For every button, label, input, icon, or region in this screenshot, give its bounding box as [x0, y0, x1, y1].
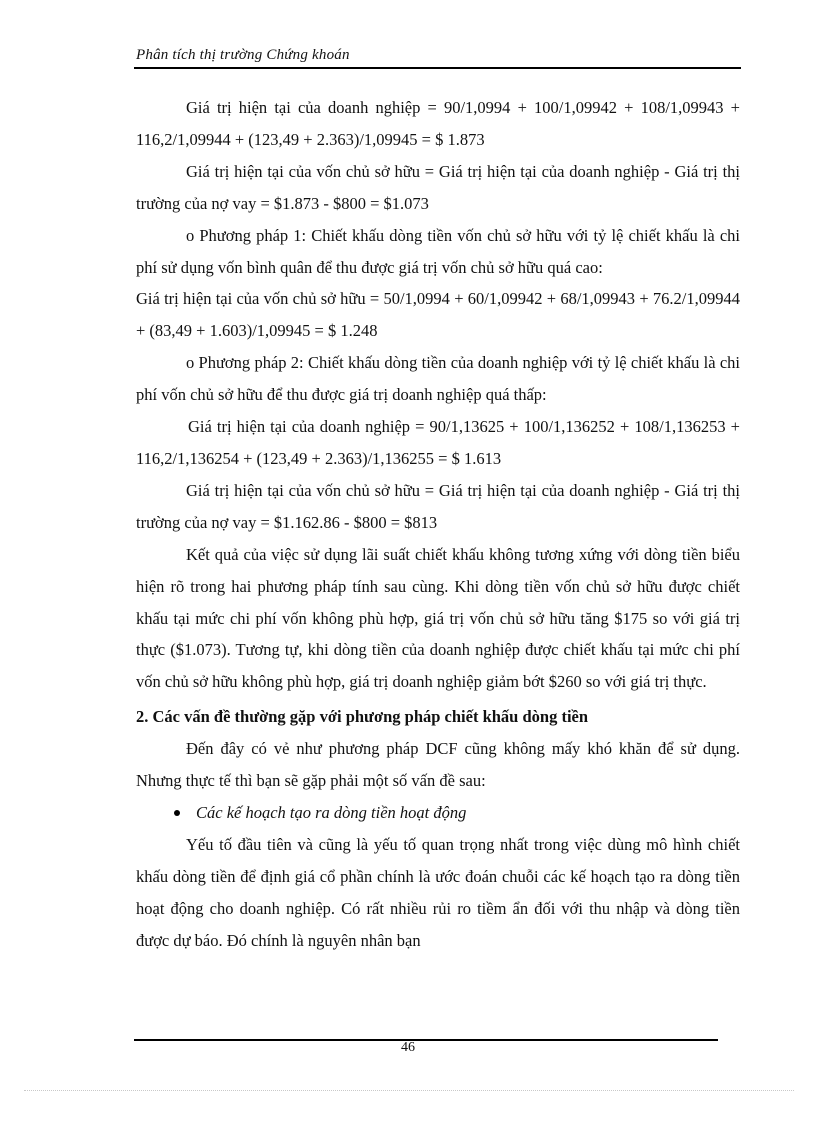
document-body	[136, 92, 740, 956]
header-divider	[134, 67, 741, 69]
paragraph-enterprise-value-1: Giá trị hiện tại của doanh nghiệp = 90/1,0994 + 100/1,09942 + 108/1,09943 + 116,2/1,09944 + (123,49 + 2.363)/1,09945 = $ 1.873	[136, 98, 740, 149]
section-heading: 2. Các vấn đề thường gặp với phương pháp chiết khấu dòng tiền	[136, 707, 589, 727]
bullet-item	[136, 797, 740, 829]
paragraph-conclusion: Kết quả của việc sử dụng lãi suất chiết khấu không tương xứng với dòng tiền biểu hiện rõ trong hai phương pháp tính sau cùng. Khi dòng tiền vốn chủ sở hữu được chiết khấu tại mức chi phí vốn không phù hợp, giá trị vốn chủ sở hữu tăng $175 so với giá trị thực ($1.073). Tương tự, khi dòng tiền của doanh nghiệp được chiết khấu tại mức chi phí vốn chủ sở hữu không phù hợp, giá trị doanh nghiệp giảm bớt $260 so với giá trị thực.	[136, 544, 740, 692]
paragraph-equity-value-2: Giá trị hiện tại của vốn chủ sở hữu = 50/1,0994 + 60/1,09942 + 68/1,09943 + 76.2/1,09944 + (83,49 + 1.603)/1,09945 = $ 1.248	[136, 289, 740, 341]
paragraph-method-2: o Phương pháp 2: Chiết khấu dòng tiền của doanh nghiệp với tỷ lệ chiết khấu là chi phí vốn chủ sở hữu để thu được giá trị doanh nghiệp quá thấp:	[136, 353, 740, 405]
page-header-title: Phân tích thị trường Chứng khoán	[136, 47, 350, 63]
bullet-dot-icon	[174, 810, 180, 816]
paragraph-equity-value-1: Giá trị hiện tại của vốn chủ sở hữu = Giá trị hiện tại của doanh nghiệp - Giá trị thị trường của nợ vay = $1.873 - $800 = $1.073	[136, 161, 740, 213]
paragraph-method-1: o Phương pháp 1: Chiết khấu dòng tiền vốn chủ sở hữu với tỷ lệ chiết khấu là chi phí sử dụng vốn bình quân để thu được giá trị vốn chủ sở hữu quá cao:	[136, 225, 740, 277]
paragraph-dcf-intro: Đến đây có vẻ như phương pháp DCF cũng không mấy khó khăn để sử dụng. Nhưng thực tế thì bạn sẽ gặp phải một số vấn đề sau:	[136, 739, 740, 791]
paragraph-enterprise-value-2: Giá trị hiện tại của doanh nghiệp = 90/1,13625 + 100/1,136252 + 108/1,136253 + 116,2/1,136254 + (123,49 + 2.363)/1,136255 = $ 1.613	[136, 417, 740, 468]
paragraph-cashflow-plans: Yếu tố đầu tiên và cũng là yếu tố quan trọng nhất trong việc dùng mô hình chiết khấu dòng tiền để định giá cổ phần chính là ước đoán chuỗi các kế hoạch tạo ra dòng tiền hoạt động cho doanh nghiệp. Có rất nhiều rủi ro tiềm ẩn đối với thu nhập và dòng tiền được dự báo. Đó chính là nguyên nhân bạn	[136, 834, 740, 950]
paragraph-equity-value-3: Giá trị hiện tại của vốn chủ sở hữu = Giá trị hiện tại của doanh nghiệp - Giá trị thị trường của nợ vay = $1.162.86 - $800 = $813	[136, 480, 740, 532]
page-number: 46	[401, 1040, 415, 1055]
page-bottom-dotted-border	[24, 1090, 794, 1091]
bullet-item-text: Các kế hoạch tạo ra dòng tiền hoạt động	[196, 802, 467, 822]
